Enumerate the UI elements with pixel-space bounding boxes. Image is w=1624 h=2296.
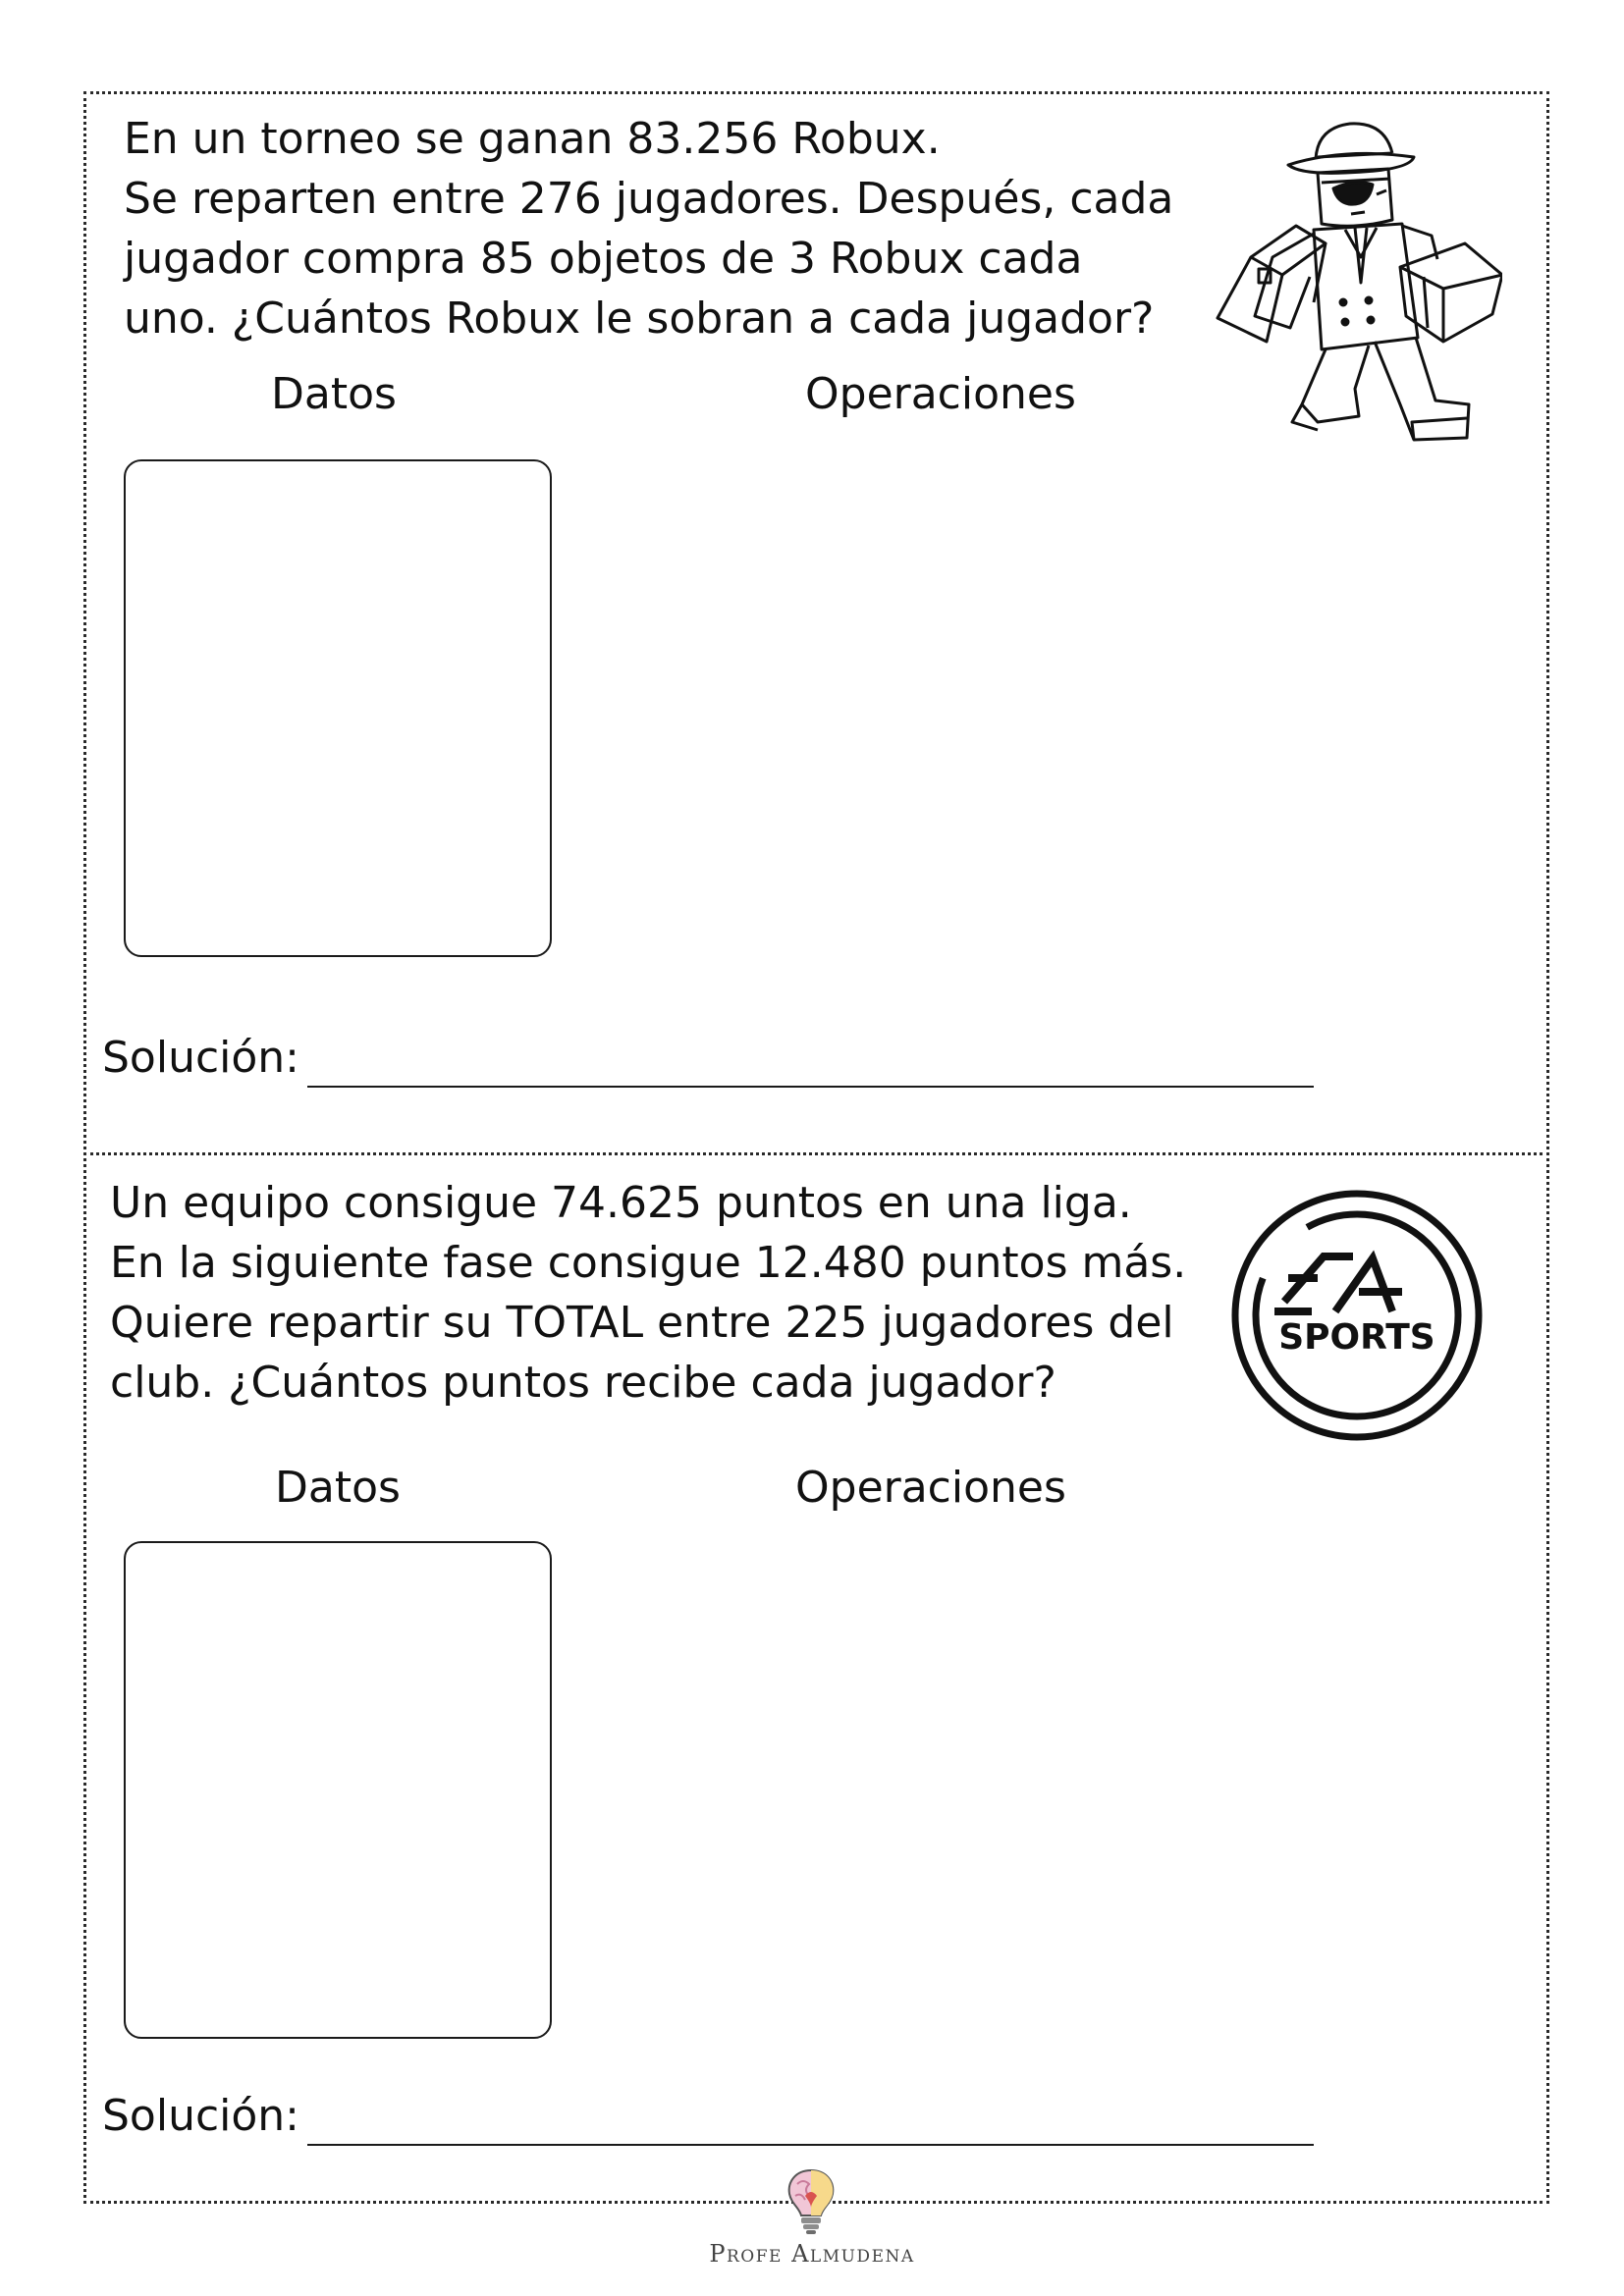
ea-sports-logo-text: SPORTS <box>1278 1317 1435 1358</box>
problem-1-operaciones-heading: Operaciones <box>805 369 1076 419</box>
problem-2-statement: Un equipo consigue 74.625 puntos en una liga. En la siguiente fase consigue 12.480 puntos más. Quiere repartir su TOTAL entre 225 jugadores del club. ¿Cuántos puntos recibe cada jugador? <box>110 1178 1187 1408</box>
problem-2-datos-heading: Datos <box>275 1463 401 1513</box>
footer-credit: Profe Almudena <box>709 2240 915 2268</box>
problem-1-datos-box[interactable] <box>124 459 552 957</box>
problem-1-statement: En un torneo se ganan 83.256 Robux. Se reparten entre 276 jugadores. Después, cada jugador compra 85 objetos de 3 Robux cada uno. ¿Cuántos Robux le sobran a cada jugador? <box>124 114 1174 344</box>
ea-sports-logo <box>1227 1186 1487 1445</box>
roblox-character-icon <box>1208 110 1502 454</box>
problem-2-operaciones-heading: Operaciones <box>795 1463 1066 1513</box>
problem-2-answer-line[interactable] <box>307 2144 1314 2146</box>
problem-1-datos-heading: Datos <box>271 369 397 419</box>
problem-1-solution-label: Solución: <box>102 1033 300 1083</box>
lightbulb-brain-icon <box>782 2166 840 2237</box>
problem-2-solution-label: Solución: <box>102 2091 300 2141</box>
problem-1-answer-line[interactable] <box>307 1086 1314 1088</box>
problem-2-datos-box[interactable] <box>124 1541 552 2039</box>
section-divider <box>83 1152 1549 1155</box>
